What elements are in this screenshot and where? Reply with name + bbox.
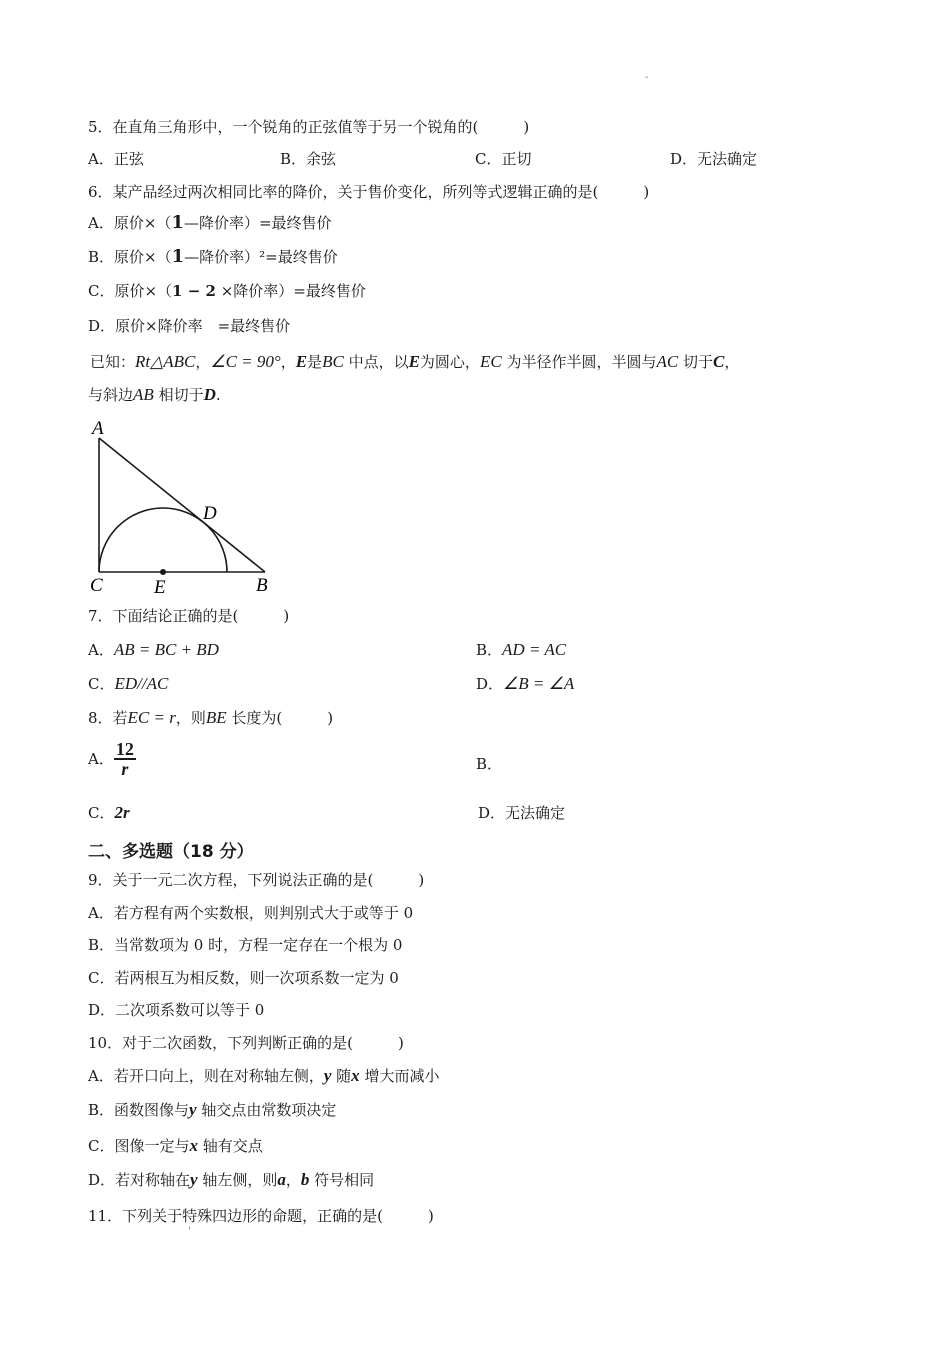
q10-c-post: 轴有交点 (197, 1137, 263, 1155)
q6-c-math: 1 − 2 (172, 282, 216, 300)
q7-a-label: A． (88, 641, 114, 659)
q6-b-post: —降价率）²=最终售价 (184, 248, 338, 266)
given-prefix: 已知： (90, 353, 136, 371)
given-text-7: ， (724, 353, 740, 371)
label-e: E (154, 577, 166, 598)
given-text-2: 是 (307, 353, 323, 371)
q8-stem-math2: BE (205, 708, 227, 727)
q5-option-d: D．无法确定 (670, 150, 758, 168)
given-l2a: 与斜边 (88, 386, 134, 404)
q10-a-post: 增大而减小 (359, 1067, 440, 1085)
q8-stem-post: 长度为( ) (226, 709, 334, 727)
q10-d-b: b (300, 1170, 310, 1189)
q9-option-b: B．当常数项为 0 时，方程一定存在一个根为 0 (88, 936, 403, 954)
q10-d-a: a (277, 1170, 286, 1189)
given-ac: AC (656, 352, 679, 371)
label-d: D (203, 503, 217, 524)
segment-ab (99, 438, 265, 572)
q7-stem: 7．下面结论正确的是( ) (88, 607, 290, 625)
given-e2: E (408, 352, 420, 371)
q10-b-pre: B．函数图像与 (88, 1101, 190, 1119)
q6-b-one: 1 (171, 246, 185, 267)
q7-c-math: ED//AC (114, 674, 169, 693)
q10-stem: 10．对于二次函数，下列判断正确的是( ) (88, 1034, 404, 1052)
given-line-2 (88, 385, 221, 405)
q5-stem: 5．在直角三角形中，一个锐角的正弦值等于另一个锐角的( ) (88, 118, 530, 136)
q10-b-y: y (189, 1100, 197, 1119)
q7-option-c (88, 674, 168, 694)
given-text-4: 为圆心， (419, 353, 480, 371)
given-text-3: 中点，以 (343, 353, 409, 371)
given-line-1 (90, 352, 739, 372)
q8-a-denominator: r (121, 759, 129, 779)
q8-option-d: D．无法确定 (478, 804, 566, 822)
triangle-semicircle-figure (85, 418, 285, 598)
q7-d-label: D． (476, 675, 504, 693)
q10-option-d (88, 1170, 374, 1190)
q8-a-fraction (114, 740, 136, 778)
q10-a-mid: 随 (331, 1067, 352, 1085)
q10-d-post: 符号相同 (309, 1171, 375, 1189)
given-e: E (295, 352, 308, 371)
q9-option-d: D．二次项系数可以等于 0 (88, 1001, 265, 1019)
given-c: C (712, 352, 725, 371)
q7-a-math: AB = BC + BD (113, 640, 219, 659)
q6-option-a (88, 213, 332, 233)
q10-b-post: 轴交点由常数项决定 (196, 1101, 337, 1119)
q10-a-x: x (351, 1066, 360, 1085)
q7-d-math: ∠B = ∠A (503, 674, 575, 693)
given-l2c: . (215, 386, 221, 404)
q9-option-a: A．若方程有两个实数根，则判别式大于或等于 0 (88, 904, 414, 922)
given-angle: ∠C = 90° (210, 352, 281, 371)
q10-a-pre: A．若开口向上，则在对称轴左侧， (88, 1067, 324, 1085)
q8-a-label: A． (88, 750, 114, 768)
given-rt-triangle: Rt△ABC (135, 352, 196, 371)
given-text-6: 切于 (678, 353, 713, 371)
q7-c-label: C． (88, 675, 115, 693)
q10-d-pre: D．若对称轴在 (88, 1171, 191, 1189)
given-sep2: ， (280, 353, 296, 371)
q10-c-x: x (189, 1136, 198, 1155)
footer-mark: ' (188, 1226, 191, 1237)
q6-option-d: D．原价×降价率 =最终售价 (88, 317, 291, 335)
given-d: D (203, 385, 216, 404)
q6-c-post: ×降价率）=最终售价 (215, 282, 366, 300)
q7-option-b (476, 640, 566, 660)
given-text-5: 为半径作半圆，半圆与 (501, 353, 657, 371)
q8-a-numerator: 12 (115, 739, 134, 759)
q9-stem: 9．关于一元二次方程，下列说法正确的是( ) (88, 871, 425, 889)
given-ec: EC (479, 352, 502, 371)
q8-option-a (88, 740, 136, 778)
label-b: B (256, 575, 268, 596)
label-a: A (92, 418, 104, 439)
q5-option-c: C．正切 (475, 150, 532, 168)
q7-b-math: AD = AC (502, 640, 567, 659)
given-bc: BC (322, 352, 344, 371)
q8-stem-pre: 8．若 (88, 709, 128, 727)
q10-a-y: y (323, 1066, 332, 1085)
header-mark: - (645, 72, 649, 83)
q8-option-b: B． (476, 755, 503, 773)
q8-stem (88, 708, 333, 728)
q5-option-b: B．余弦 (280, 150, 337, 168)
q10-d-mid: 轴左侧，则 (197, 1171, 278, 1189)
q7-option-a (88, 640, 219, 660)
q6-c-pre: C．原价×（ (88, 282, 173, 300)
q6-b-pre: B．原价×（ (88, 248, 172, 266)
given-ab: AB (133, 385, 154, 404)
q10-d-y: y (190, 1170, 198, 1189)
q6-a-pre: A．原价×（ (88, 214, 172, 232)
given-l2b: 相切于 (153, 386, 204, 404)
q10-option-b (88, 1100, 336, 1120)
point-e (160, 569, 166, 575)
q10-d-sep: ， (285, 1171, 301, 1189)
q9-option-c: C．若两根互为相反数，则一次项系数一定为 0 (88, 969, 399, 987)
q6-a-one: 1 (171, 212, 184, 233)
label-c: C (90, 575, 103, 596)
q8-c-math: 2r (114, 803, 130, 822)
q10-c-pre: C．图像一定与 (88, 1137, 190, 1155)
q7-option-d (476, 674, 574, 694)
q6-stem: 6．某产品经过两次相同比率的降价，关于售价变化，所列等式逻辑正确的是( ) (88, 183, 650, 201)
q8-option-c (88, 803, 130, 823)
q8-c-label: C． (88, 804, 115, 822)
q10-option-c (88, 1136, 263, 1156)
q8-stem-mid: ，则 (175, 709, 206, 727)
given-sep1: ， (195, 353, 211, 371)
section-multi-choice-title: 二、多选题（18 分） (88, 842, 254, 862)
q6-option-c (88, 281, 366, 301)
q8-stem-math1: EC = r (127, 708, 176, 727)
q6-option-b (88, 247, 338, 267)
q5-option-a: A．正弦 (88, 150, 144, 168)
q7-b-label: B． (476, 641, 503, 659)
q11-stem: 11．下列关于特殊四边形的命题，正确的是( ) (88, 1207, 434, 1225)
q6-a-post: —降价率）=最终售价 (183, 214, 332, 232)
q10-option-a (88, 1066, 439, 1086)
